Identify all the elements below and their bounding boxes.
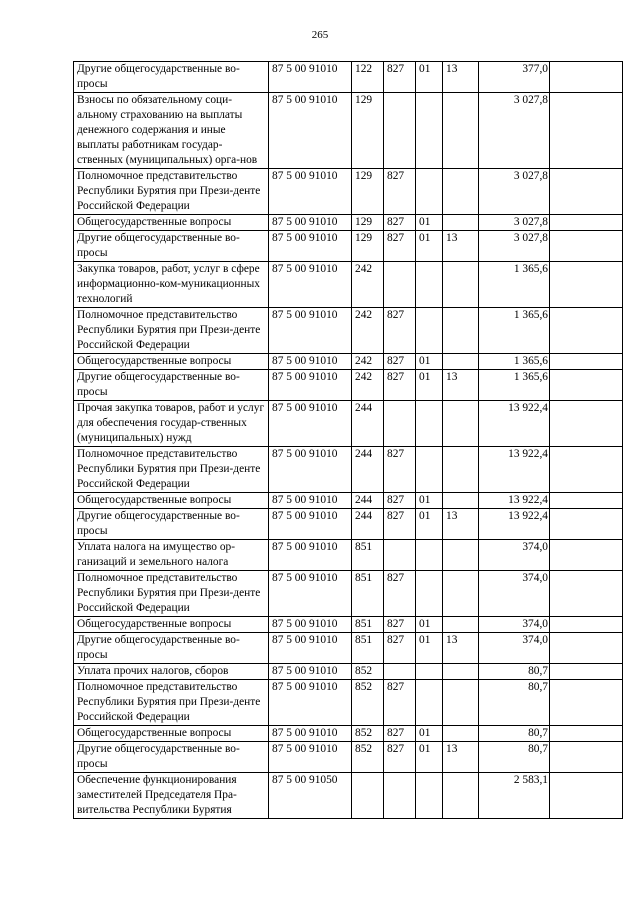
administrator-code-cell	[384, 540, 416, 571]
target-article-code-cell: 87 5 00 91010	[269, 169, 352, 215]
target-article-code-cell: 87 5 00 91010	[269, 215, 352, 231]
section-code-cell: 01	[416, 493, 443, 509]
section-code-cell: 01	[416, 370, 443, 401]
subsection-code-cell	[443, 680, 479, 726]
table-row	[74, 540, 623, 571]
subsection-code-cell: 13	[443, 742, 479, 773]
expense-type-code-cell: 852	[352, 742, 384, 773]
expense-type-code-cell: 129	[352, 215, 384, 231]
expense-type-code-cell: 129	[352, 169, 384, 215]
empty-cell-cell	[550, 262, 623, 308]
amount-cell: 3 027,8	[479, 93, 550, 169]
item-name-cell: Прочая закупка товаров, работ и услуг для обеспечения государ-ственных (муниципальных) нужд	[74, 401, 269, 447]
expense-type-code-cell: 851	[352, 571, 384, 617]
amount-cell: 374,0	[479, 633, 550, 664]
target-article-code-cell: 87 5 00 91010	[269, 571, 352, 617]
table-row	[74, 354, 623, 370]
expense-type-code-cell: 244	[352, 509, 384, 540]
administrator-code-cell: 827	[384, 62, 416, 93]
section-code-cell	[416, 773, 443, 819]
administrator-code-cell: 827	[384, 370, 416, 401]
target-article-code-cell: 87 5 00 91010	[269, 493, 352, 509]
expense-type-code-cell: 129	[352, 231, 384, 262]
empty-cell-cell	[550, 401, 623, 447]
target-article-code-cell: 87 5 00 91010	[269, 370, 352, 401]
table-body	[74, 62, 623, 819]
empty-cell-cell	[550, 680, 623, 726]
administrator-code-cell: 827	[384, 509, 416, 540]
amount-cell: 2 583,1	[479, 773, 550, 819]
target-article-code-cell: 87 5 00 91010	[269, 308, 352, 354]
expense-type-code-cell: 242	[352, 370, 384, 401]
amount-cell: 1 365,6	[479, 308, 550, 354]
table-row	[74, 93, 623, 169]
section-code-cell: 01	[416, 742, 443, 773]
item-name-cell: Полномочное представительство Республики Бурятия при Прези-денте Российской Федерации	[74, 308, 269, 354]
item-name-cell: Полномочное представительство Республики Бурятия при Прези-денте Российской Федерации	[74, 571, 269, 617]
section-code-cell: 01	[416, 231, 443, 262]
subsection-code-cell	[443, 169, 479, 215]
expense-type-code-cell: 244	[352, 447, 384, 493]
administrator-code-cell: 827	[384, 169, 416, 215]
empty-cell-cell	[550, 62, 623, 93]
section-code-cell: 01	[416, 62, 443, 93]
page-number: 265	[311, 29, 329, 41]
amount-cell: 1 365,6	[479, 354, 550, 370]
section-code-cell: 01	[416, 354, 443, 370]
target-article-code-cell: 87 5 00 91010	[269, 447, 352, 493]
empty-cell-cell	[550, 571, 623, 617]
table-row	[74, 231, 623, 262]
table-row	[74, 680, 623, 726]
item-name-cell: Уплата прочих налогов, сборов	[74, 664, 269, 680]
expense-type-code-cell: 852	[352, 726, 384, 742]
section-code-cell	[416, 401, 443, 447]
target-article-code-cell: 87 5 00 91010	[269, 617, 352, 633]
subsection-code-cell	[443, 493, 479, 509]
amount-cell: 1 365,6	[479, 262, 550, 308]
amount-cell: 80,7	[479, 664, 550, 680]
section-code-cell	[416, 680, 443, 726]
subsection-code-cell	[443, 308, 479, 354]
empty-cell-cell	[550, 447, 623, 493]
empty-cell-cell	[550, 231, 623, 262]
section-code-cell	[416, 262, 443, 308]
empty-cell-cell	[550, 617, 623, 633]
amount-cell: 13 922,4	[479, 493, 550, 509]
table-row	[74, 493, 623, 509]
section-code-cell	[416, 93, 443, 169]
amount-cell: 3 027,8	[479, 215, 550, 231]
section-code-cell	[416, 540, 443, 571]
empty-cell-cell	[550, 509, 623, 540]
expense-type-code-cell: 244	[352, 493, 384, 509]
table-row	[74, 62, 623, 93]
item-name-cell: Общегосударственные вопросы	[74, 726, 269, 742]
empty-cell-cell	[550, 215, 623, 231]
item-name-cell: Уплата налога на имущество ор-ганизаций и земельного налога	[74, 540, 269, 571]
section-code-cell: 01	[416, 726, 443, 742]
expense-type-code-cell	[352, 773, 384, 819]
subsection-code-cell	[443, 773, 479, 819]
target-article-code-cell: 87 5 00 91010	[269, 680, 352, 726]
expense-type-code-cell: 122	[352, 62, 384, 93]
item-name-cell: Другие общегосударственные во-просы	[74, 633, 269, 664]
section-code-cell: 01	[416, 215, 443, 231]
administrator-code-cell: 827	[384, 742, 416, 773]
target-article-code-cell: 87 5 00 91010	[269, 231, 352, 262]
target-article-code-cell: 87 5 00 91010	[269, 726, 352, 742]
section-code-cell	[416, 571, 443, 617]
administrator-code-cell: 827	[384, 680, 416, 726]
subsection-code-cell	[443, 540, 479, 571]
target-article-code-cell: 87 5 00 91010	[269, 742, 352, 773]
subsection-code-cell	[443, 447, 479, 493]
amount-cell: 374,0	[479, 540, 550, 571]
empty-cell-cell	[550, 726, 623, 742]
item-name-cell: Полномочное представительство Республики Бурятия при Прези-денте Российской Федерации	[74, 680, 269, 726]
section-code-cell: 01	[416, 633, 443, 664]
administrator-code-cell: 827	[384, 215, 416, 231]
administrator-code-cell	[384, 664, 416, 680]
administrator-code-cell: 827	[384, 493, 416, 509]
table-row	[74, 308, 623, 354]
subsection-code-cell	[443, 726, 479, 742]
empty-cell-cell	[550, 93, 623, 169]
target-article-code-cell: 87 5 00 91010	[269, 354, 352, 370]
administrator-code-cell: 827	[384, 231, 416, 262]
expense-type-code-cell: 851	[352, 540, 384, 571]
item-name-cell: Полномочное представительство Республики Бурятия при Прези-денте Российской Федерации	[74, 169, 269, 215]
administrator-code-cell	[384, 773, 416, 819]
table-row	[74, 215, 623, 231]
subsection-code-cell	[443, 215, 479, 231]
empty-cell-cell	[550, 742, 623, 773]
administrator-code-cell: 827	[384, 447, 416, 493]
administrator-code-cell: 827	[384, 633, 416, 664]
expense-type-code-cell: 244	[352, 401, 384, 447]
amount-cell: 374,0	[479, 617, 550, 633]
expense-type-code-cell: 242	[352, 262, 384, 308]
section-code-cell	[416, 664, 443, 680]
empty-cell-cell	[550, 633, 623, 664]
table-row	[74, 773, 623, 819]
table-row	[74, 169, 623, 215]
target-article-code-cell: 87 5 00 91010	[269, 93, 352, 169]
empty-cell-cell	[550, 493, 623, 509]
item-name-cell: Закупка товаров, работ, услуг в сфере информационно-ком-муникационных технологий	[74, 262, 269, 308]
item-name-cell: Другие общегосударственные во-просы	[74, 370, 269, 401]
amount-cell: 13 922,4	[479, 447, 550, 493]
item-name-cell: Общегосударственные вопросы	[74, 493, 269, 509]
section-code-cell: 01	[416, 617, 443, 633]
amount-cell: 80,7	[479, 726, 550, 742]
item-name-cell: Другие общегосударственные во-просы	[74, 509, 269, 540]
target-article-code-cell: 87 5 00 91010	[269, 401, 352, 447]
item-name-cell: Общегосударственные вопросы	[74, 617, 269, 633]
subsection-code-cell	[443, 93, 479, 169]
amount-cell: 80,7	[479, 742, 550, 773]
subsection-code-cell: 13	[443, 509, 479, 540]
item-name-cell: Другие общегосударственные во-просы	[74, 742, 269, 773]
amount-cell: 374,0	[479, 571, 550, 617]
item-name-cell: Другие общегосударственные во-просы	[74, 62, 269, 93]
amount-cell: 3 027,8	[479, 169, 550, 215]
subsection-code-cell	[443, 262, 479, 308]
table-row	[74, 742, 623, 773]
amount-cell: 3 027,8	[479, 231, 550, 262]
budget-table	[73, 61, 623, 819]
expense-type-code-cell: 851	[352, 633, 384, 664]
subsection-code-cell	[443, 571, 479, 617]
target-article-code-cell: 87 5 00 91010	[269, 509, 352, 540]
expense-type-code-cell: 852	[352, 680, 384, 726]
amount-cell: 1 365,6	[479, 370, 550, 401]
section-code-cell: 01	[416, 509, 443, 540]
table-row	[74, 370, 623, 401]
table-row	[74, 571, 623, 617]
table-row	[74, 447, 623, 493]
expense-type-code-cell: 242	[352, 354, 384, 370]
subsection-code-cell	[443, 401, 479, 447]
target-article-code-cell: 87 5 00 91010	[269, 262, 352, 308]
empty-cell-cell	[550, 370, 623, 401]
item-name-cell: Обеспечение функционирования заместителей Председателя Пра-вительства Республики Бурятия	[74, 773, 269, 819]
target-article-code-cell: 87 5 00 91010	[269, 664, 352, 680]
administrator-code-cell	[384, 401, 416, 447]
empty-cell-cell	[550, 773, 623, 819]
target-article-code-cell: 87 5 00 91010	[269, 540, 352, 571]
administrator-code-cell: 827	[384, 617, 416, 633]
empty-cell-cell	[550, 540, 623, 571]
empty-cell-cell	[550, 664, 623, 680]
expense-type-code-cell: 851	[352, 617, 384, 633]
section-code-cell	[416, 447, 443, 493]
subsection-code-cell	[443, 617, 479, 633]
administrator-code-cell: 827	[384, 354, 416, 370]
table-row	[74, 633, 623, 664]
subsection-code-cell	[443, 664, 479, 680]
table-row	[74, 726, 623, 742]
empty-cell-cell	[550, 169, 623, 215]
table-row	[74, 401, 623, 447]
table-row	[74, 664, 623, 680]
subsection-code-cell: 13	[443, 633, 479, 664]
subsection-code-cell: 13	[443, 62, 479, 93]
administrator-code-cell: 827	[384, 571, 416, 617]
administrator-code-cell: 827	[384, 308, 416, 354]
amount-cell: 377,0	[479, 62, 550, 93]
subsection-code-cell: 13	[443, 231, 479, 262]
expense-type-code-cell: 242	[352, 308, 384, 354]
item-name-cell: Общегосударственные вопросы	[74, 354, 269, 370]
target-article-code-cell: 87 5 00 91010	[269, 62, 352, 93]
empty-cell-cell	[550, 354, 623, 370]
expense-type-code-cell: 852	[352, 664, 384, 680]
table-row	[74, 509, 623, 540]
administrator-code-cell	[384, 93, 416, 169]
section-code-cell	[416, 308, 443, 354]
item-name-cell: Другие общегосударственные во-просы	[74, 231, 269, 262]
amount-cell: 13 922,4	[479, 509, 550, 540]
amount-cell: 80,7	[479, 680, 550, 726]
target-article-code-cell: 87 5 00 91010	[269, 633, 352, 664]
item-name-cell: Взносы по обязательному соци-альному страхованию на выплаты денежного содержания и иные выплаты работникам государ-ственных (муниципальных) орга-нов	[74, 93, 269, 169]
administrator-code-cell: 827	[384, 726, 416, 742]
item-name-cell: Полномочное представительство Республики Бурятия при Прези-денте Российской Федерации	[74, 447, 269, 493]
administrator-code-cell	[384, 262, 416, 308]
amount-cell: 13 922,4	[479, 401, 550, 447]
item-name-cell: Общегосударственные вопросы	[74, 215, 269, 231]
empty-cell-cell	[550, 308, 623, 354]
subsection-code-cell: 13	[443, 370, 479, 401]
section-code-cell	[416, 169, 443, 215]
table-row	[74, 617, 623, 633]
table-row	[74, 262, 623, 308]
expense-type-code-cell: 129	[352, 93, 384, 169]
subsection-code-cell	[443, 354, 479, 370]
target-article-code-cell: 87 5 00 91050	[269, 773, 352, 819]
